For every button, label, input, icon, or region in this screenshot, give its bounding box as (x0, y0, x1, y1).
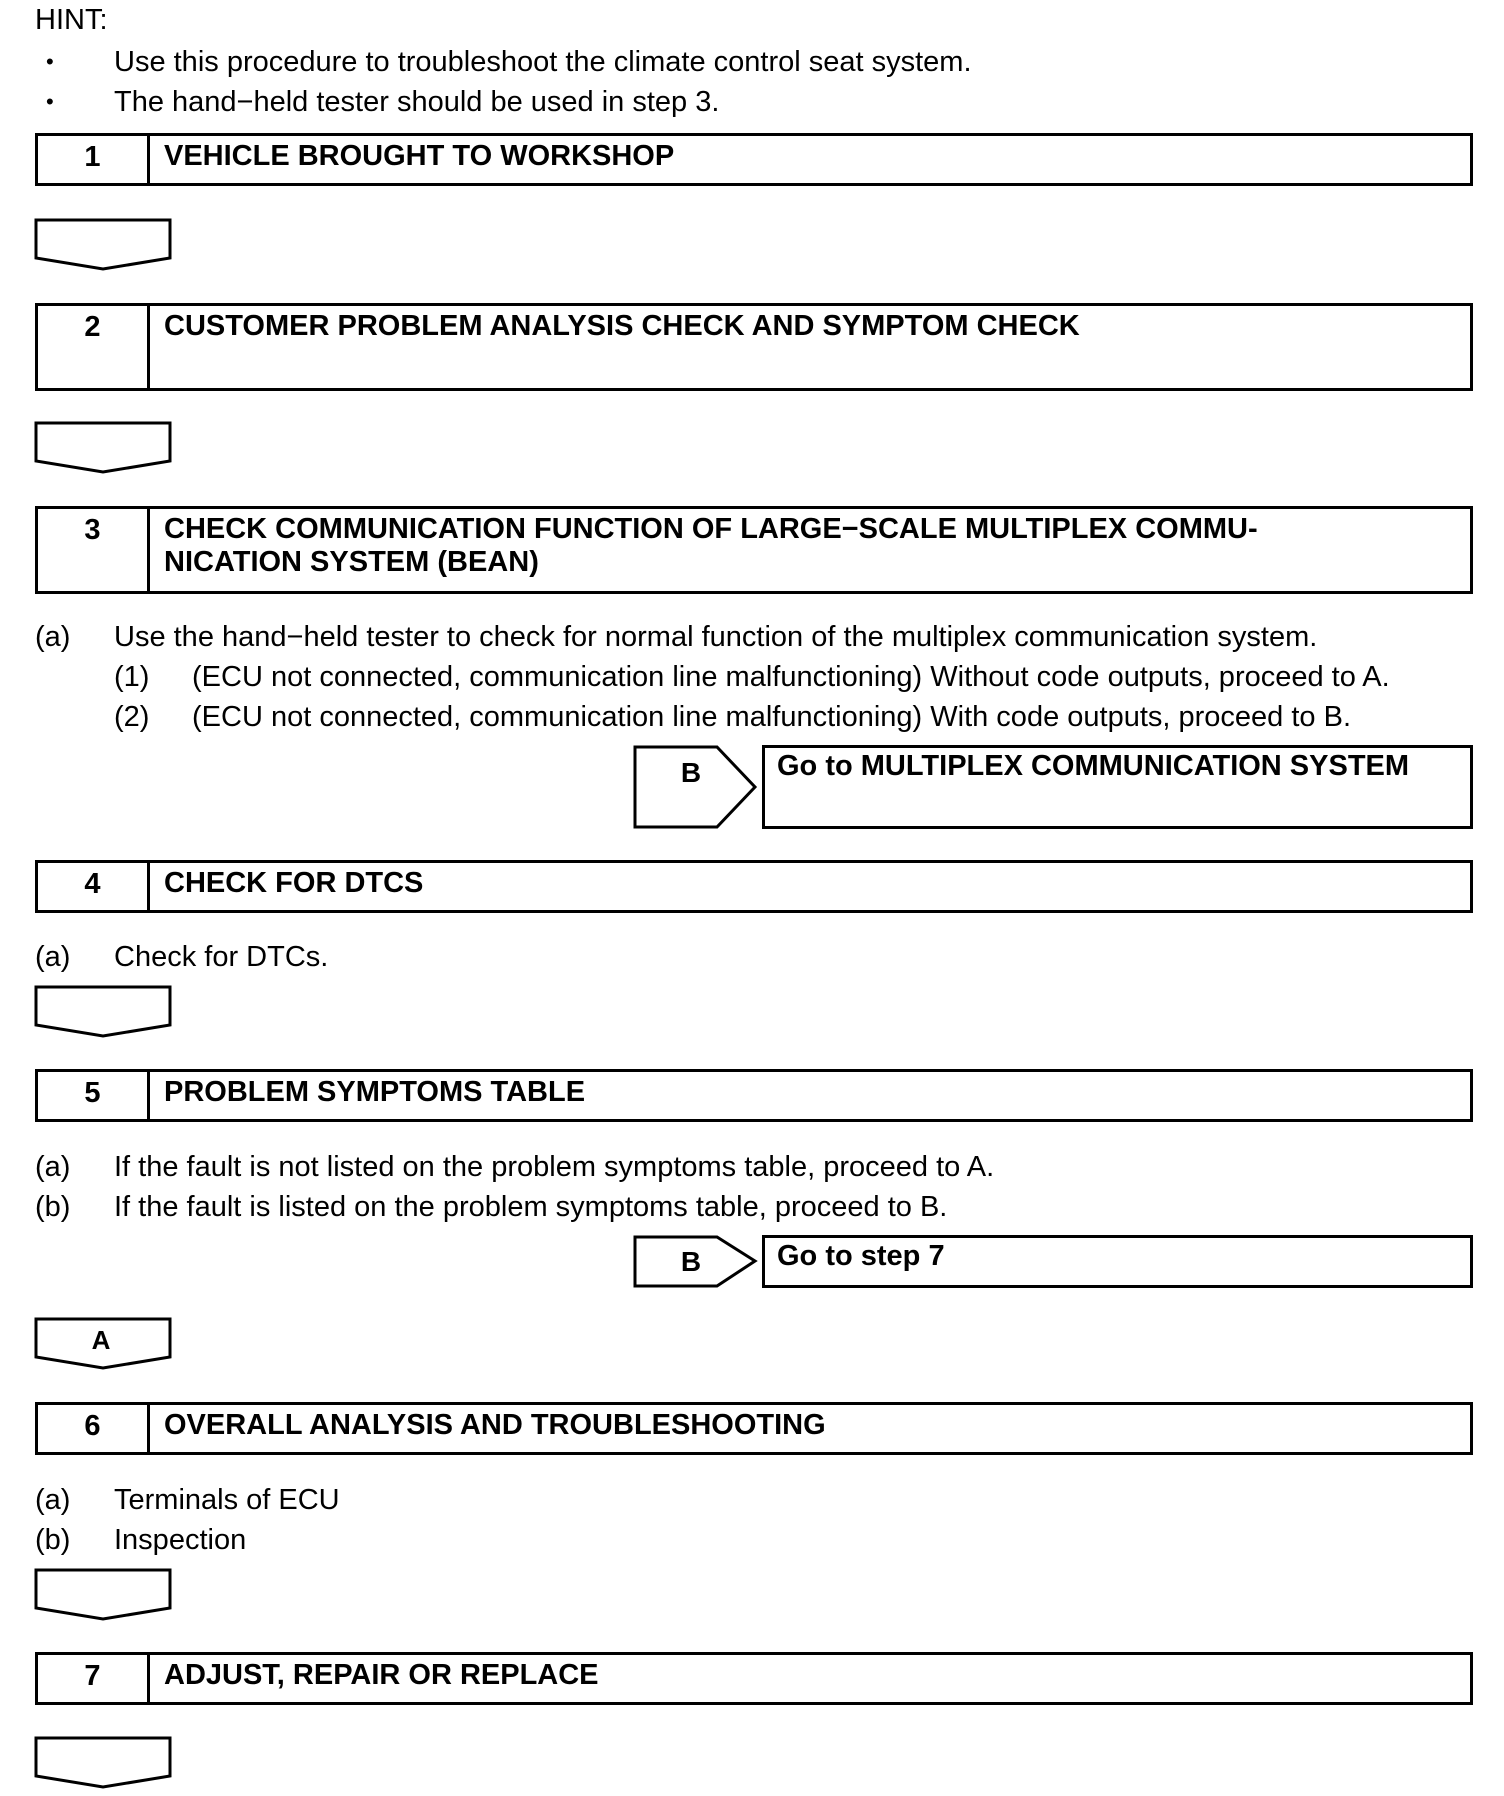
next-arrow-icon (34, 421, 174, 477)
step-5-item-b: If the fault is listed on the problem symptoms table, proceed to B. (114, 1191, 948, 1223)
step-title: VEHICLE BROUGHT TO WORKSHOP (164, 140, 675, 172)
item-marker: (b) (35, 1524, 71, 1556)
branch-b-flag-icon (633, 1235, 759, 1288)
branch-b-flag-icon (633, 745, 759, 829)
step-4-header (35, 860, 1473, 913)
step-title: CUSTOMER PROBLEM ANALYSIS CHECK AND SYMPTOM CHECK (164, 310, 1080, 342)
step-number: 5 (38, 1072, 150, 1119)
step-1-header (35, 133, 1473, 186)
step-number: 4 (38, 863, 150, 910)
step-4-item-a: Check for DTCs. (114, 941, 329, 973)
step-5-item-a: If the fault is not listed on the problem symptoms table, proceed to A. (114, 1151, 995, 1183)
item-marker: (a) (35, 941, 71, 973)
hint-label: HINT: (35, 4, 108, 36)
step-number: 6 (38, 1405, 150, 1452)
step-number: 7 (38, 1655, 150, 1702)
step-title-line-1: CHECK COMMUNICATION FUNCTION OF LARGE−SCALE MULTIPLEX COMMU- (164, 513, 1258, 545)
step-title: CHECK FOR DTCS (164, 867, 424, 899)
hint-bullet-1: Use this procedure to troubleshoot the climate control seat system. (114, 46, 972, 78)
next-arrow-a-icon (34, 1317, 174, 1373)
step-number: 2 (38, 306, 150, 388)
item-marker: (b) (35, 1191, 71, 1223)
branch-label: B (680, 757, 702, 788)
step-6-item-a: Terminals of ECU (114, 1484, 340, 1516)
sub-item-marker: (1) (114, 661, 150, 693)
step-title: ADJUST, REPAIR OR REPLACE (164, 1659, 599, 1691)
step-title: PROBLEM SYMPTOMS TABLE (164, 1076, 586, 1108)
step-7-header (35, 1652, 1473, 1705)
bullet-mark: • (46, 49, 54, 74)
hint-bullet-2: The hand−held tester should be used in step 3. (114, 86, 720, 118)
item-marker: (a) (35, 1151, 71, 1183)
step-3-sub-item-2: (ECU not connected, communication line malfunctioning) With code outputs, proceed to B. (192, 701, 1351, 733)
step-3-item-a: Use the hand−held tester to check for normal function of the multiplex communication system. (114, 621, 1318, 653)
branch-label: A (91, 1325, 111, 1355)
step-title: OVERALL ANALYSIS AND TROUBLESHOOTING (164, 1409, 826, 1441)
branch-b-target: Go to step 7 (762, 1235, 1473, 1288)
next-arrow-icon (34, 1568, 174, 1624)
item-marker: (a) (35, 1484, 71, 1516)
step-5-header (35, 1069, 1473, 1122)
step-6-item-b: Inspection (114, 1524, 247, 1556)
next-arrow-icon (34, 1736, 174, 1792)
sub-item-marker: (2) (114, 701, 150, 733)
branch-label: B (680, 1246, 702, 1277)
step-3-sub-item-1: (ECU not connected, communication line malfunctioning) Without code outputs, proceed to A. (192, 661, 1390, 693)
item-marker: (a) (35, 621, 71, 653)
step-number: 3 (38, 509, 150, 591)
step-3-header (35, 506, 1473, 594)
bullet-mark: • (46, 89, 54, 114)
next-arrow-icon (34, 218, 174, 274)
step-6-header (35, 1402, 1473, 1455)
next-arrow-icon (34, 985, 174, 1041)
branch-b-target: Go to MULTIPLEX COMMUNICATION SYSTEM (762, 745, 1473, 829)
step-title-line-2: NICATION SYSTEM (BEAN) (164, 546, 539, 578)
step-number: 1 (38, 136, 150, 183)
step-2-header (35, 303, 1473, 391)
